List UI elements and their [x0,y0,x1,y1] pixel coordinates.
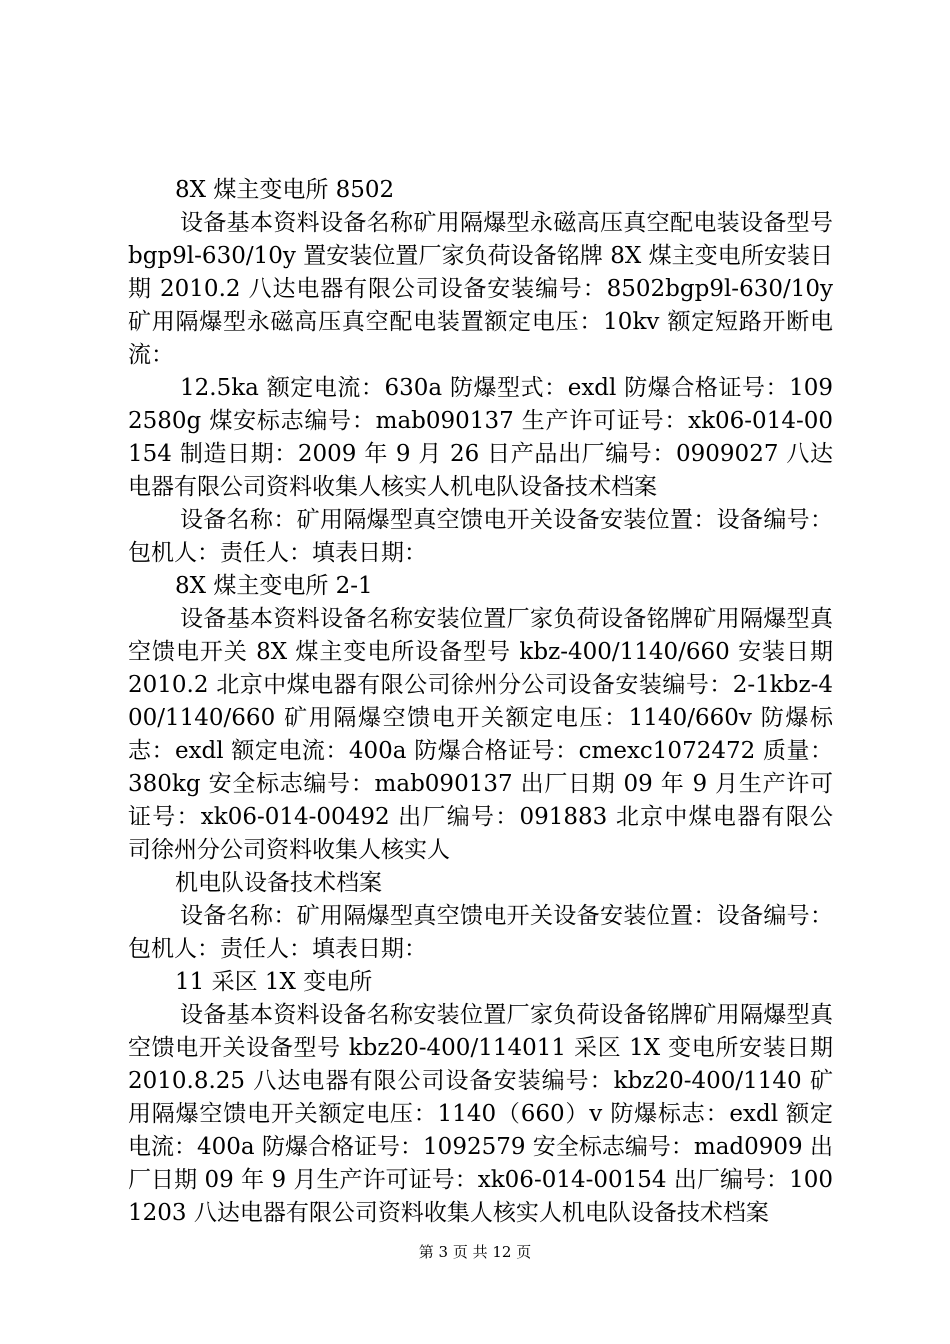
equipment-info-paragraph-8502: 设备基本资料设备名称矿用隔爆型永磁高压真空配电装设备型号 bgp9l-630/10y 置安装位置厂家负荷设备铭牌 8X 煤主变电所安装日期 2010.2 八达电器有限公司设备安装编号：8502bgp9l-630/10y 矿用隔爆型永磁高压真空配电装置额定电压：10kv 额定短路开断电流： [128,210,833,368]
section-heading-11-district-1x-substation: 11 采区 1X 变电所 [175,969,373,995]
section-heading-8x-main-substation-2-1: 8X 煤主变电所 2-1 [175,573,373,599]
equipment-rating-paragraph-8502: 12.5ka 额定电流：630a 防爆型式：exdl 防爆合格证号：1092580g 煤安标志编号：mab090137 生产许可证号：xk06-014-00154 制造日期：2009 年 9 月 26 日产品出厂编号：0909027 八达电器有限公司资料收集人核实人机电队设备技术档案 [128,375,833,500]
section-heading-8x-main-substation-8502: 8X 煤主变电所 8502 [175,177,395,203]
document-body [128,174,833,1230]
equipment-info-paragraph-2-1: 设备基本资料设备名称安装位置厂家负荷设备铭牌矿用隔爆型真空馈电开关 8X 煤主变电所设备型号 kbz-400/1140/660 安装日期 2010.2 北京中煤电器有限公司徐州分公司设备安装编号：2-1kbz-400/1140/660 矿用隔爆空馈电开关额定电压：1140/660v 防爆标志：exdl 额定电流：400a 防爆合格证号：cmexc1072472 质量：380kg 安全标志编号：mab090137 出厂日期 09 年 9 月生产许可证号：xk06-014-00492 出厂编号：091883 北京中煤电器有限公司徐州分公司资料收集人核实人 [128,606,833,863]
equipment-form-fields-paragraph-2: 设备名称：矿用隔爆型真空馈电开关设备安装位置：设备编号：包机人：责任人：填表日期： [128,903,833,962]
equipment-info-paragraph-11-district: 设备基本资料设备名称安装位置厂家负荷设备铭牌矿用隔爆型真空馈电开关设备型号 kbz20-400/114011 采区 1X 变电所安装日期 2010.8.25 八达电器有限公司设备安装编号：kbz20-400/1140 矿用隔爆空馈电开关额定电压：1140（660）v 防爆标志：exdl 额定电流：400a 防爆合格证号：1092579 安全标志编号：mad0909 出厂日期 09 年 9 月生产许可证号：xk06-014-00154 出厂编号：1001203 八达电器有限公司资料收集人核实人机电队设备技术档案 [128,1002,833,1226]
equipment-form-fields-paragraph: 设备名称：矿用隔爆型真空馈电开关设备安装位置：设备编号：包机人：责任人：填表日期： [128,507,833,566]
page-number-footer: 第 3 页 共 12 页 [418,1243,532,1261]
section-heading-tech-archive: 机电队设备技术档案 [175,870,382,896]
